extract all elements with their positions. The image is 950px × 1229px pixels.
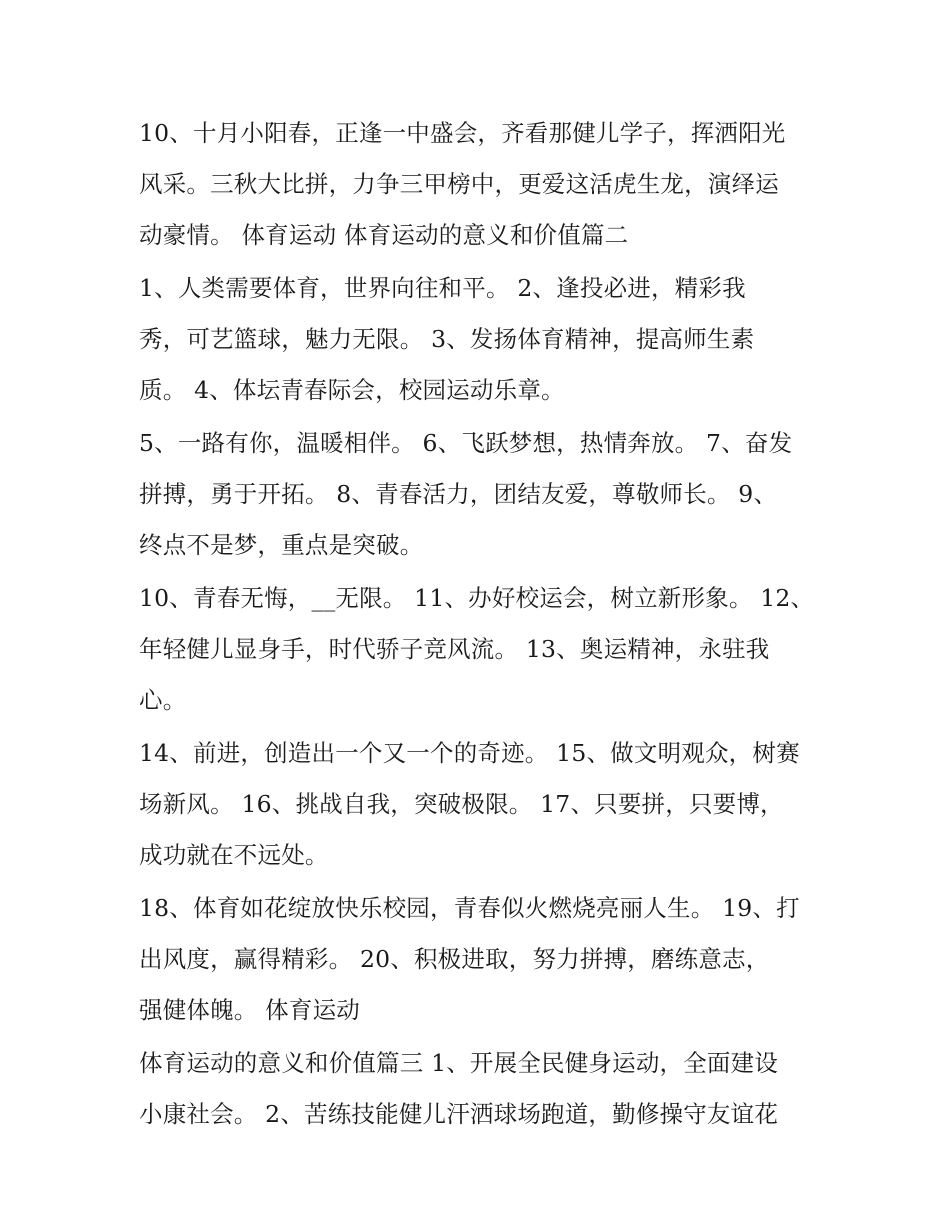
paragraph-5 [139, 728, 819, 881]
text-line: 秀，可艺篮球，魅力无限。 3、发扬体育精神，提高师生素 [139, 325, 755, 353]
text-line: 终点不是梦，重点是突破。 [139, 531, 424, 559]
text-line: 风采。三秋大比拼，力争三甲榜中，更爱这活虎生龙，演绎运 [139, 170, 779, 198]
document-body [139, 108, 819, 1142]
text-line: 5、一路有你，温暖相伴。 6、飞跃梦想，热情奔放。 7、奋发 [139, 429, 793, 457]
paragraph-4 [139, 573, 819, 726]
text-line: 14、前进，创造出一个又一个的奇迹。 15、做文明观众，树赛 [139, 739, 800, 767]
text-line: 场新风。 16、挑战自我，突破极限。 17、只要拼，只要博， [139, 790, 784, 818]
text-line: 质。 4、体坛青春际会，校园运动乐章。 [139, 376, 565, 404]
text-line: 出风度，赢得精彩。 20、积极进取，努力拼搏，磨练意志， [139, 945, 770, 973]
text-line: 小康社会。 2、苦练技能健儿汗洒球场跑道，勤修操守友谊花 [139, 1100, 779, 1128]
text-line: 成功就在不远处。 [139, 841, 329, 869]
paragraph-1 [139, 108, 819, 261]
text-line: 18、体育如花绽放快乐校园，青春似火燃烧亮丽人生。 19、打 [139, 894, 800, 922]
text-line: 年轻健儿显身手，时代骄子竞风流。 13、奥运精神，永驻我 [139, 635, 770, 663]
text-line: 心。 [139, 686, 187, 714]
text-line: 拼搏，勇于开拓。 8、青春活力，团结友爱，尊敬师长。 9、 [139, 480, 778, 508]
paragraph-2 [139, 263, 819, 416]
paragraph-6 [139, 883, 819, 1036]
text-line: 10、十月小阳春，正逢一中盛会，齐看那健儿学子，挥洒阳光 [139, 119, 786, 147]
text-line: 体育运动的意义和价值篇三 1、开展全民健身运动，全面建设 [139, 1049, 779, 1077]
paragraph-7 [139, 1038, 819, 1140]
text-line: 1、人类需要体育，世界向往和平。 2、逢投必进，精彩我 [139, 274, 746, 302]
paragraph-3 [139, 418, 819, 571]
text-line: 动豪情。 体育运动 体育运动的意义和价值篇二 [139, 221, 629, 249]
text-line: 10、青春无悔，__无限。 11、办好校运会，树立新形象。 12、 [139, 584, 815, 612]
text-line: 强健体魄。 体育运动 [139, 996, 360, 1024]
